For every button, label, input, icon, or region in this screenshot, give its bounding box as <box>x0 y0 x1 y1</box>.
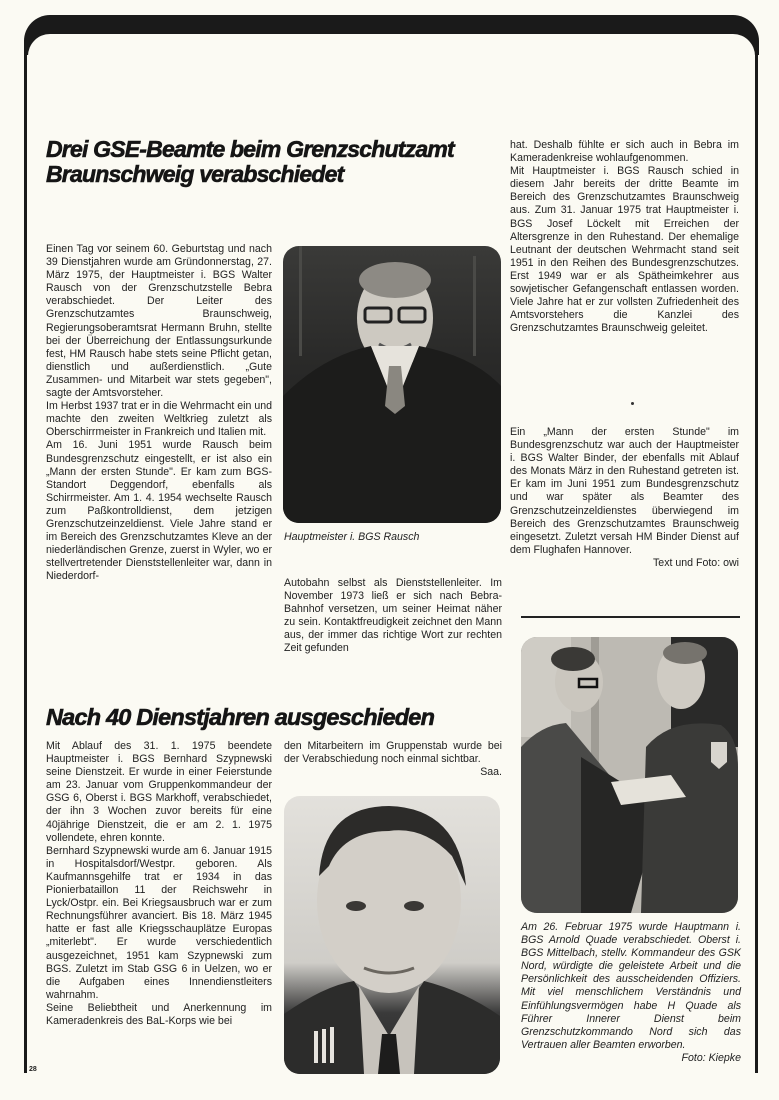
article1-credit: Text und Foto: owi <box>653 556 739 569</box>
article2-headline: Nach 40 Dienstjahren ausgeschieden <box>46 704 435 730</box>
section-separator-dot <box>631 402 634 405</box>
paragraph: Mit Ablauf des 31. 1. 1975 beendete Hauptmeister i. BGS Bernhard Szypnewski seine Dienstzeit. Er wurde in einer Feierstunde am 23. Januar vom Gruppenkommandeur der GSG 6, Oberst i. BGS Markhoff, verabschiedet, der ihn 3 Wochen zuvor bereits für eine 40jährige Dienstzeit, die er am 2. 1. 1975 vollendete, ehren konnte. <box>46 740 272 844</box>
article2-credit: Saa. <box>480 766 502 779</box>
paragraph: hat. Deshalb fühlte er sich auch in Bebra im Kameradenkreise wohlaufgenommen. <box>510 139 739 165</box>
photo-caption-rausch: Hauptmeister i. BGS Rausch <box>284 531 420 543</box>
paragraph-text: den Mitarbeitern im Gruppenstab wurde bei der Verabschiedung noch einmal sichtbar. <box>284 740 502 766</box>
article1-column-1 <box>46 243 272 583</box>
photo-rausch <box>283 246 501 523</box>
paragraph: Mit Hauptmeister i. BGS Rausch schied in diesem Jahr bereits der dritte Beamte im Bereich des Grenzschutzamtes Braunschweig aus. Zum 31. Januar 1975 trat Hauptmeister i. BGS Josef Löckelt mit Erreichen der Altersgrenze in den Ruhestand. Der ehemalige Leutnant der deutschen Wehrmacht stand seit 1951 in den Reihen des Bundesgrenzschutzes. Erst 1949 war er als Spätheimkehrer aus sowjetischer Gefangenschaft entlassen worden. Viele Jahre hat er zur vollsten Zufriedenheit des Amtsvorstehers die Kanzlei des Grenzschutzamtes Braunschweig geleitet. <box>510 165 739 335</box>
caption-text: Am 26. Februar 1975 wurde Hauptmann i. BGS Arnold Quade verabschiedet. Oberst i. BGS Mittelbach, stellv. Kommandeur des GSK Nord, würdigte die geleistete Arbeit und die Persönlichkeit des ausscheidenden Offiziers. Mit viel menschlichem Verständnis und Einfühlungsvermögen habe H Quade als Führer Innerer Dienst beim Grenzschutzkommando Nord sich das Vertrauen aller Beamten erworben. <box>521 921 741 1051</box>
article1-headline: Drei GSE-Beamte beim Grenzschutzamt Braunschweig verabschiedet <box>46 136 454 187</box>
paragraph: Seine Beliebtheit und Anerkennung im Kameradenkreis des BaL-Korps wie bei <box>46 1001 272 1027</box>
article1-column-3 <box>510 139 739 335</box>
horizontal-rule <box>521 616 740 618</box>
paragraph: Im Herbst 1937 trat er in die Wehrmacht ein und machte den zweiten Weltkrieg zuletzt als Oberschirrmeister in Frankreich und Italien mit. <box>46 400 272 439</box>
paragraph: Bernhard Szypnewski wurde am 6. Januar 1915 in Hospitalsdorf/Westpr. geboren. Als Kaufmannsgehilfe trat er 1934 in das Pionierbataillon 11 der Reichswehr in Lyck/Ostpr. ein. Bei Kriegsausbruch war er zum Rechnungsführer avanciert. Bis 18. März 1945 hatte er fast alle Kriegsschauplätze Europas „miterlebt". Er wurde verschiedentlich ausgezeichnet, 1951 kam Szypnewski zum BGS. Zuletzt im Stab GSG 6 in Uelzen, wo er die Aufgaben eines Innendienstleiters wahrnahm. <box>46 844 272 1001</box>
photo-credit-kiepke: Foto: Kiepke <box>681 1051 741 1064</box>
paragraph: Einen Tag vor seinem 60. Geburtstag und nach 39 Dienstjahren wurde am Gründonnerstag, 27. März 1975, der Hauptmeister i. BGS Walter Rausch von der Grenzschutzstelle Bebra verabschiedet. Der Leiter des Grenzschutzamtes Braunschweig, Regierungsoberamtsrat Hermann Bruhn, stellte bei der Überreichung der Entlassungsurkunde fest, HM Rausch habe stets seine Pflicht getan, dienstlich und außerdienstlich. „Gute Zusammen- und Mitarbeit war stets gegeben", sagte der Amtsvorsteher. <box>46 243 272 400</box>
photo-caption-quade <box>521 921 741 1065</box>
page-frame-left <box>24 40 27 1073</box>
article1-column-2 <box>284 577 502 656</box>
paragraph <box>284 740 502 779</box>
paragraph: Ein „Mann der ersten Stunde" im Bundesgrenzschutz war auch der Hauptmeister i. BGS Walter Binder, der ebenfalls mit Ablauf des Monats März in den Ruhestand getreten ist. Er kam im Juni 1951 zum Bundesgrenzschutz und war später als Beamter des Grenzschutzeinzeldienstes überwiegend im Bereich des Grenzschutzamtes Braunschweig eingesetzt. Zuletzt versah HM Binder Dienst auf dem Flughafen Hannover. <box>510 426 739 556</box>
ceremony-image-icon <box>521 637 738 913</box>
page-frame-inner <box>28 34 755 74</box>
article1-column-4 <box>510 426 739 570</box>
photo-szypnewski <box>284 796 500 1074</box>
portrait-image-icon <box>284 796 500 1074</box>
photo-quade-ceremony <box>521 637 738 913</box>
portrait-image-icon <box>283 246 501 523</box>
article2-column-2 <box>284 740 502 779</box>
page-frame-right <box>755 40 758 1073</box>
page-number: 28 <box>29 1066 37 1073</box>
paragraph: Am 16. Juni 1951 wurde Rausch beim Bundesgrenzschutz eingestellt, er ist also ein „Mann der ersten Stunde". Er kam zum BGS-Standort Deggendorf, ebenfalls als Schirrmeister. Am 1. 4. 1954 wechselte Rausch zum Paßkontrolldienst, dem jetzigen Grenzschutzeinzeldienst. Viele Jahre stand er im Bereich des Grenzschutzamtes Kleve an der niederländischen Grenze, zuerst in Wyler, wo er stellvertretender Dienststellenleiter war, dann in Niederdorf- <box>46 439 272 583</box>
paragraph: Autobahn selbst als Dienststellenleiter. Im November 1973 ließ er sich nach Bebra-Bahnhof versetzen, um seiner Heimat näher zu sein. Kontaktfreudigkeit zeichnet den Mann aus, der immer das richtige Wort zur rechten Zeit gefunden <box>284 577 502 655</box>
article2-column-1 <box>46 740 272 1028</box>
